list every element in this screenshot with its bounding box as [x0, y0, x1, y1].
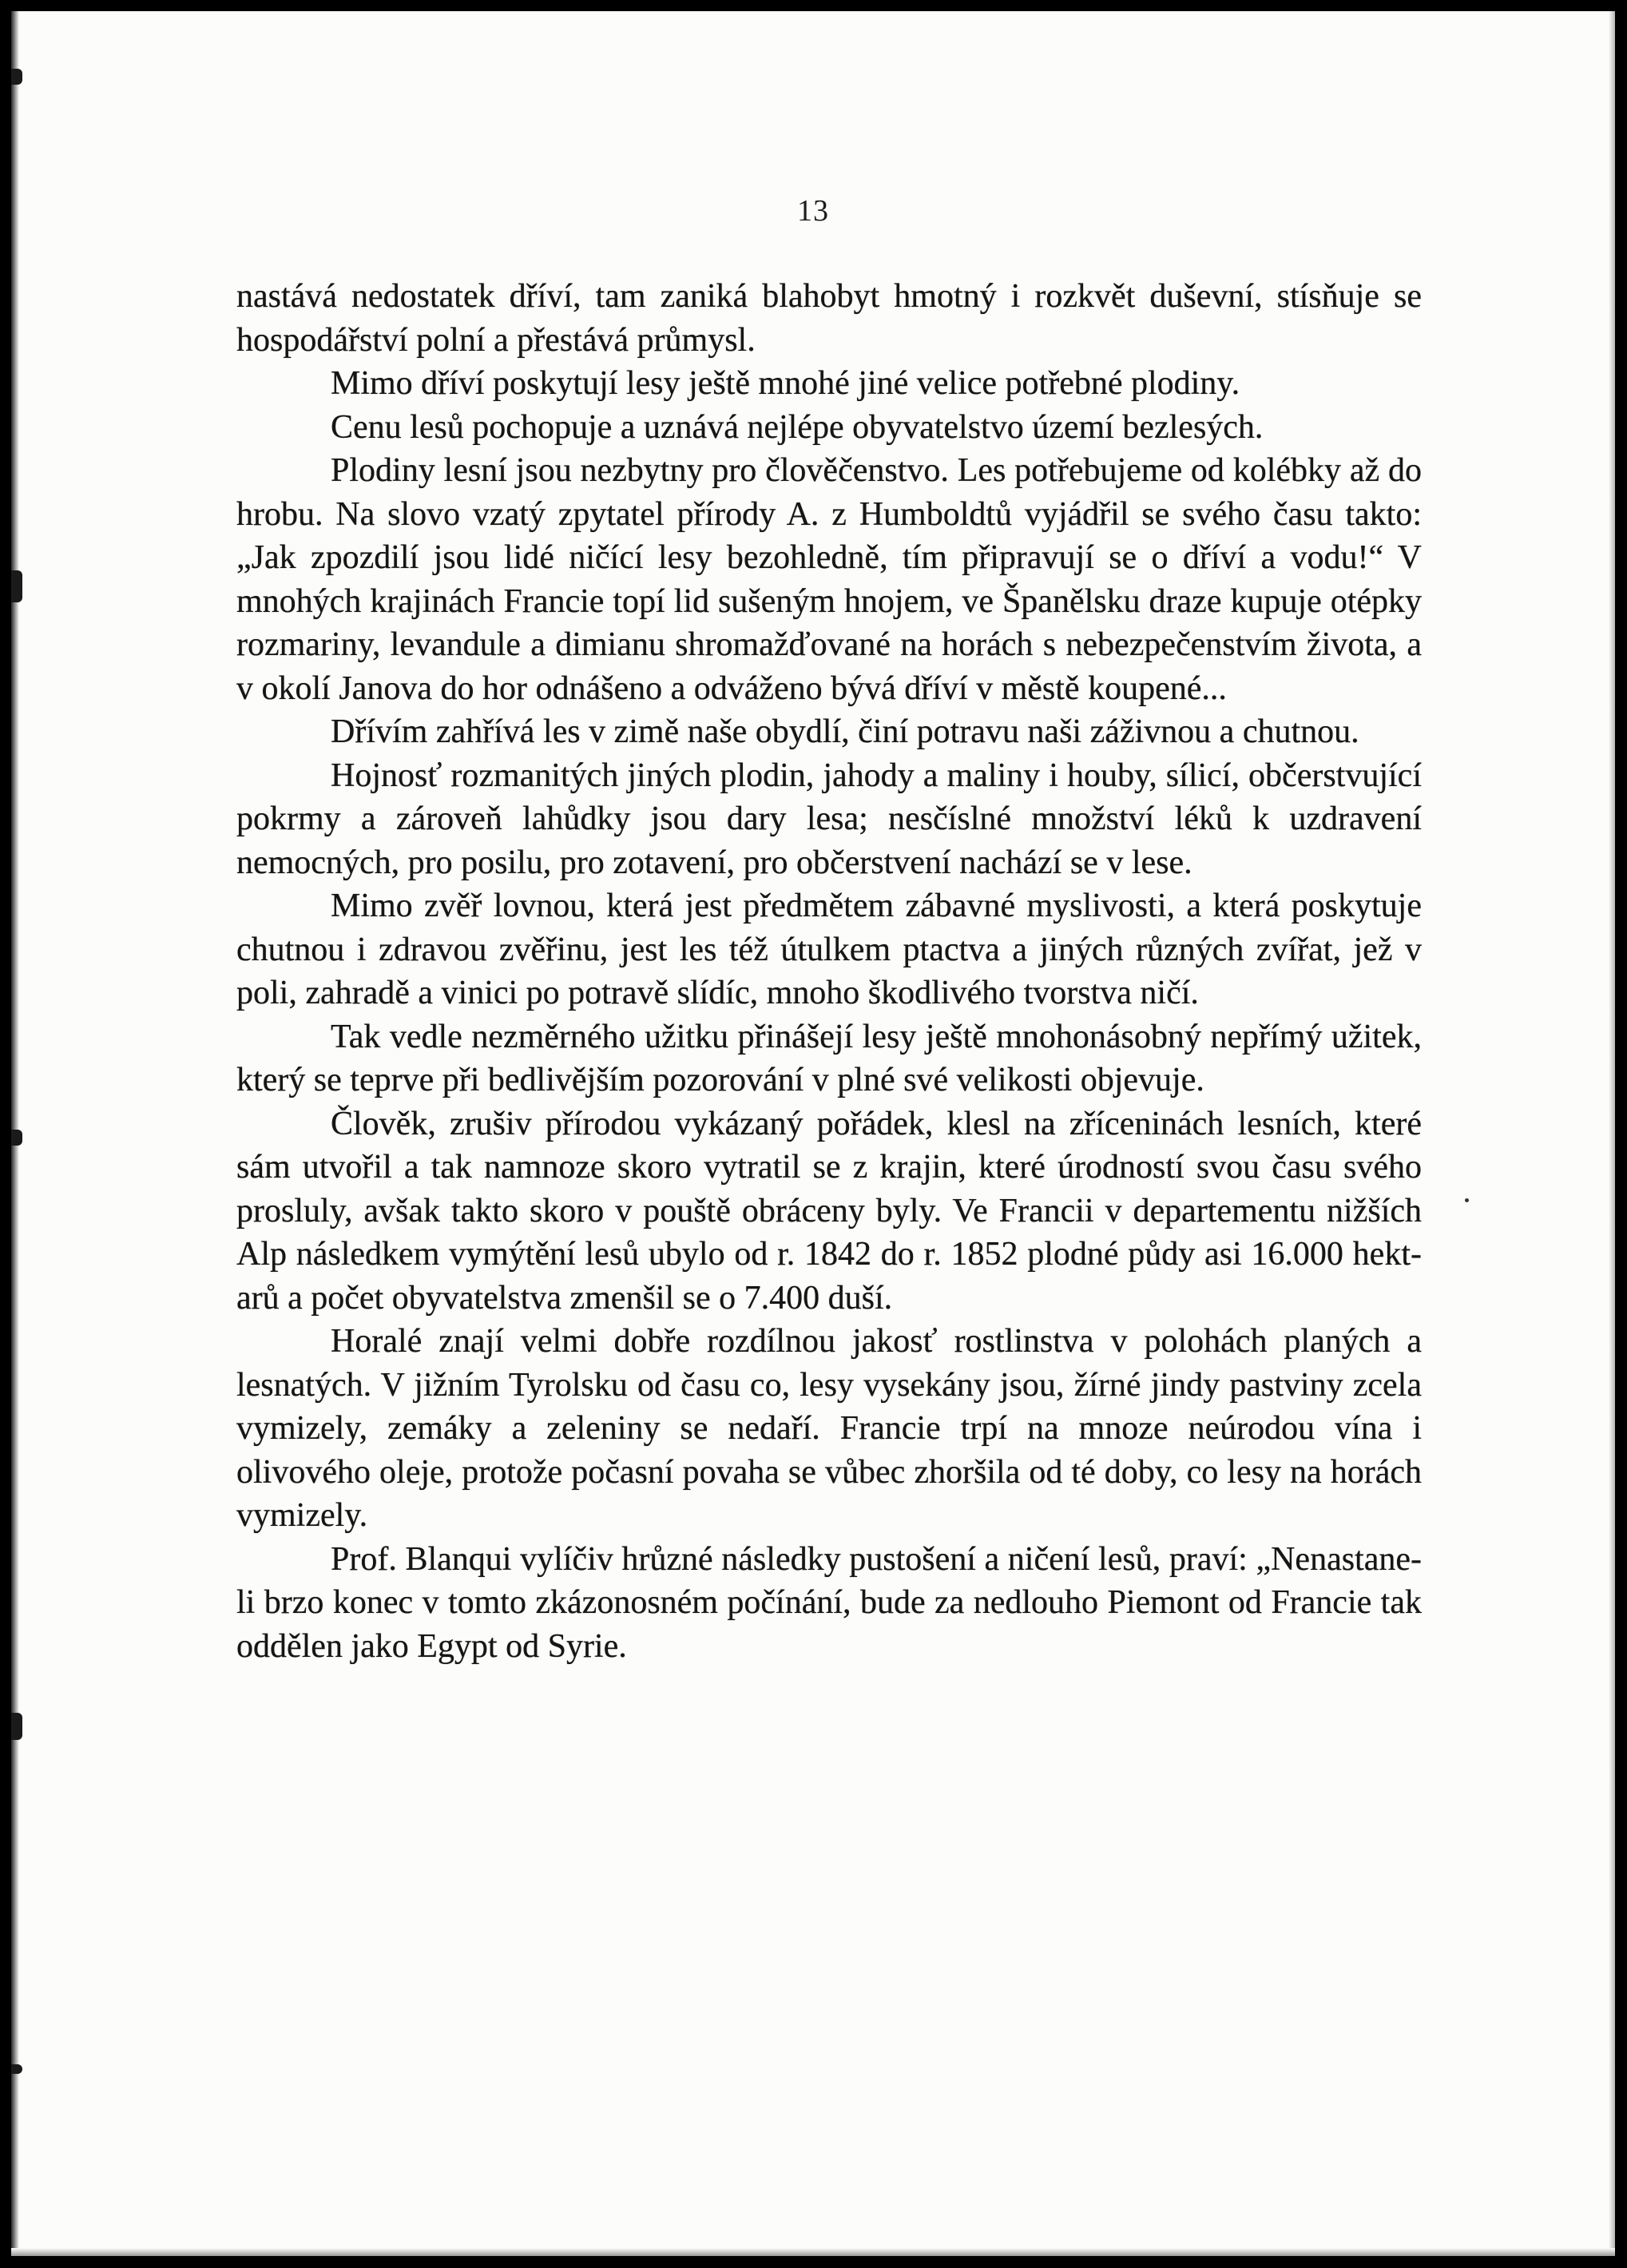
speck — [1465, 1198, 1469, 1202]
paragraph: Prof. Blanqui vylíčiv hrůzné následky pustošení a ničení lesů, praví: „Nenastane-li brzo konec v tomto zkázonosném počínání, bude za nedlouho Piemont od Francie tak oddělen jako Egypt od Syrie. — [236, 1540, 1422, 1665]
paragraph: Tak vedle nezměrného užitku přinášejí lesy ještě mnohonásobný nepřímý užitek, který se teprve při bedlivějším pozorování v plné své velikosti objevuje. — [236, 1018, 1422, 1098]
binding-mark — [11, 2064, 22, 2074]
book-page — [11, 11, 1615, 2256]
paragraph: Člověk, zrušiv přírodou vykázaný pořádek, klesl na zříceninách lesních, které sám utvořil a tak namnoze skoro vytratil se z krajin, které úrodností svou času svého prosluly, avšak takto skoro v pouště obráceny byly. Ve Francii v departementu nižších Alp následkem vymýtění lesů ubylo od r. 1842 do r. 1852 plodné půdy asi 16.000 hektarů a počet obyvatelstva zmenšil se o 7.400 duší. — [236, 1105, 1422, 1317]
binding-mark — [11, 1713, 22, 1740]
paragraph: Mimo dříví poskytují lesy ještě mnohé jiné velice potřebné plodiny. — [331, 365, 1240, 402]
paragraph: Mimo zvěř lovnou, která jest předmětem zábavné myslivosti, a která poskytuje chutnou i zdravou zvěřinu, jest les též útulkem ptactva a jiných různých zvířat, jež v poli, zahradě a vinici po potravě slídíc, mnoho škodlivého tvorstva ničí. — [236, 888, 1422, 1011]
paragraph: Hojnosť rozmanitých jiných plodin, jahody a maliny i houby, sílicí, občerstvující pokrmy a zároveň lahůdky jsou dary lesa; nesčíslné množství léků k uzdravení nemocných, pro posilu, pro zotavení, pro občerstvení nachází se v lese. — [236, 757, 1422, 881]
binding-mark — [11, 69, 22, 85]
page-right-edge — [1609, 11, 1615, 2256]
paragraph: Cenu lesů pochopuje a uznává nejlépe obyvatelstvo území bezlesých. — [331, 408, 1264, 446]
page-bottom-edge — [11, 2248, 1615, 2256]
page-number: 13 — [797, 194, 829, 228]
paragraph: Plodiny lesní jsou nezbytny pro člověčenstvo. Les potřebujeme od kolébky až do hrobu. Na slovo vzatý zpytatel přírody A. z Humboldtů vyjádřil se svého času takto: „Jak zpozdilí jsou lidé ničící lesy bezohledně, tím připravují se o dříví a vodu!“ V mnohých krajinách Francie topí lid sušeným hnojem, ve Španělsku draze kupuje otépky rozmariny, levandule a dimianu shromažďované na horách s nebezpečenstvím života, a v okolí Janova do hor odnášeno a odváženo bývá dříví v městě koupené... — [236, 452, 1422, 707]
paragraph: Dřívím zahřívá les v zimě naše obydlí, činí potravu naši záživnou a chutnou. — [331, 713, 1359, 750]
binding-mark — [11, 1130, 22, 1146]
body-text — [236, 275, 1422, 1668]
paragraph: nastává nedostatek dříví, tam zaniká blahobyt hmotný i rozkvět duševní, stísňuje se hospodářství polní a přestává průmysl. — [236, 278, 1422, 359]
binding-mark — [11, 570, 22, 602]
paragraph: Horalé znají velmi dobře rozdílnou jakosť rostlinstva v polohách planých a lesnatých. V jižním Tyrolsku od času co, lesy vysekány jsou, žírné jindy pastviny zcela vymizely, zemáky a zeleniny se nedaří. Francie trpí na mnoze neúrodou vína i olivového oleje, protože počasní povaha se vůbec zhoršila od té doby, co lesy na horách vymizely. — [236, 1323, 1422, 1534]
